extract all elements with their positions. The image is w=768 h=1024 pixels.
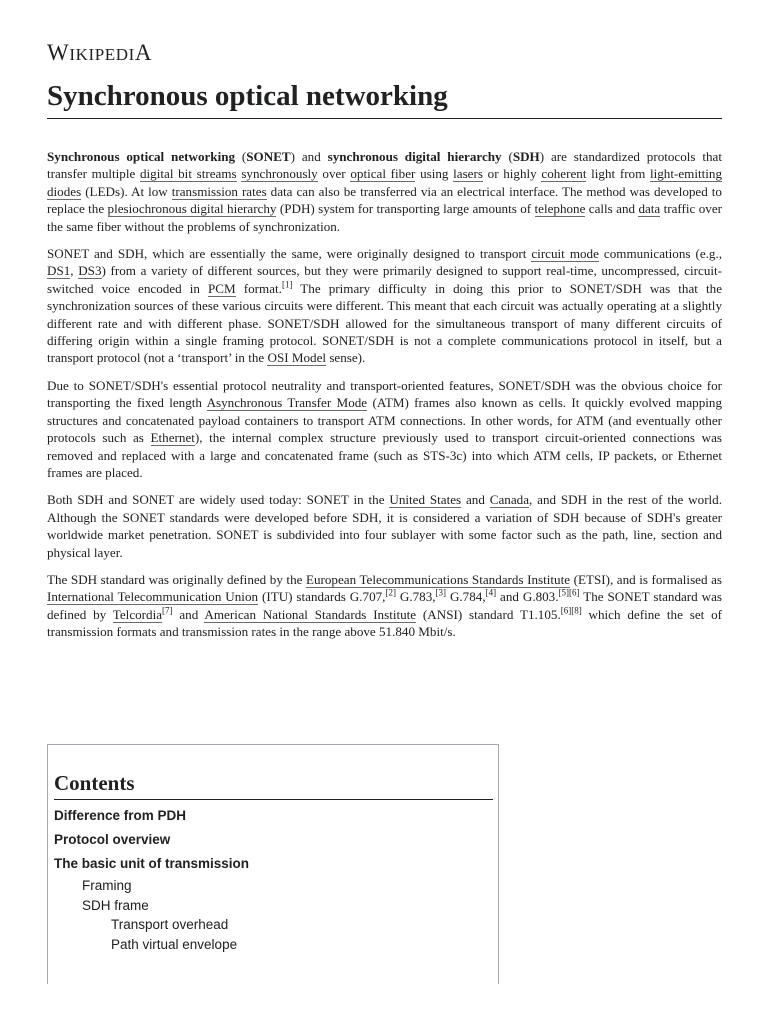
- text: data can also be transferred via an electrical interface. The method was developed to replace the: [47, 183, 722, 217]
- bold-term: SDH: [512, 149, 540, 164]
- text: The SONET standard was defined by: [47, 589, 723, 622]
- link-united-states[interactable]: United States: [389, 492, 462, 508]
- text: (ITU) standards G.707,: [258, 589, 386, 605]
- text: or highly: [482, 166, 542, 182]
- link-light-emitting-diodes[interactable]: light-emitting diodes: [47, 166, 722, 199]
- text: (ANSI) standard T1.105.: [416, 606, 561, 622]
- text: ,: [70, 263, 79, 279]
- citation-ref[interactable]: [6]: [560, 605, 572, 616]
- text: communications (e.g.,: [598, 246, 723, 262]
- link-plesiochronous-digital-hierarchy[interactable]: plesiochronous digital hierarchy: [107, 201, 277, 217]
- text: sense).: [326, 350, 366, 366]
- bold-term: Synchronous optical networking: [47, 149, 236, 164]
- citation-ref[interactable]: [6]: [569, 587, 580, 598]
- text: (: [501, 149, 513, 164]
- logo-letter: W: [47, 40, 70, 65]
- link-canada[interactable]: Canada: [489, 492, 530, 508]
- link-digital-bit-streams[interactable]: digital bit streams: [140, 166, 237, 182]
- link-optical-fiber[interactable]: optical fiber: [350, 166, 416, 182]
- link-lasers[interactable]: lasers: [453, 166, 483, 182]
- text: G.784,: [446, 589, 486, 605]
- toc-item-difference-from-pdh[interactable]: Difference from PDH: [54, 808, 187, 823]
- citation-ref[interactable]: [8]: [571, 605, 582, 616]
- text: ) and: [290, 149, 328, 164]
- link-pcm[interactable]: PCM: [208, 280, 236, 296]
- toc-item-basic-unit-of-transmission[interactable]: The basic unit of transmission: [54, 856, 250, 871]
- toc-title: Contents: [54, 769, 493, 800]
- wikipedia-logo[interactable]: [47, 40, 152, 66]
- citation-ref[interactable]: [5]: [558, 587, 570, 598]
- text: SONET and SDH, which are essentially the same, were originally designed to transport: [47, 246, 532, 262]
- table-of-contents: [47, 744, 499, 984]
- text: over: [317, 166, 351, 182]
- text: which define the set of transmission formats and transmission rates in the range above 51.840 Mbit/s.: [47, 606, 723, 640]
- text: and G.803.: [496, 589, 559, 605]
- bold-term: synchronous digital hierarchy: [327, 149, 502, 164]
- text: traffic over the same fiber without the problems of synchronization.: [47, 201, 723, 234]
- text: ), the internal complex structure previously used to transport circuit-oriented connections was removed and replaced with a large and concatenated frame (such as STS-3c) into which ATM cells, IP packets, or Ethernet frames are placed.: [47, 430, 722, 480]
- text: The primary difficulty in doing this prior to SONET/SDH was that the synchronization sources of these various circuits were different. This meant that each circuit was actually operating at a slightly different rate and with different phase. SONET/SDH allowed for the simultaneous transport of many different circuits of differing origin within a single framing protocol. SONET/SDH is not a complete communications protocol in itself, but a transport protocol (not a ‘transport’ in the: [47, 280, 723, 366]
- citation-ref[interactable]: [7]: [162, 605, 173, 616]
- text: (PDH) system for transporting large amounts of: [276, 201, 535, 217]
- text: and: [172, 606, 205, 622]
- article-body: [47, 148, 722, 651]
- link-circuit-mode[interactable]: circuit mode: [531, 246, 599, 262]
- citation-ref[interactable]: [1]: [281, 279, 293, 290]
- logo-letters: IKIPEDI: [69, 45, 135, 64]
- toc-item-framing[interactable]: Framing: [82, 878, 132, 893]
- text: (ATM) frames also known as cells. It quickly evolved mapping structures and concatenated payload containers to transport ATM connections. In other words, for ATM (and eventually other protocols such as: [47, 395, 722, 446]
- paragraph-usage: [47, 491, 722, 561]
- link-ds1[interactable]: DS1: [47, 263, 71, 279]
- citation-ref[interactable]: [3]: [435, 587, 447, 598]
- link-synchronously[interactable]: synchronously: [241, 166, 318, 182]
- link-telephone[interactable]: telephone: [534, 201, 586, 217]
- text: , and SDH in the rest of the world. Although the SONET standards were developed before SDH, it is considered a variation of SDH because of SDH's greater worldwide market penetration. SONET is subdivided into four sublayer with some factor such as the path, line, section and physical layer.: [47, 492, 723, 560]
- text: (LEDs). At low: [81, 183, 172, 199]
- bold-term: SONET: [246, 149, 291, 164]
- citation-ref[interactable]: [2]: [385, 587, 396, 598]
- text: Both SDH and SONET are widely used today: SONET in the: [47, 492, 390, 508]
- paragraph-atm: [47, 377, 722, 481]
- link-itu[interactable]: International Telecommunication Union: [47, 589, 259, 605]
- text: and: [461, 492, 490, 508]
- text: ) from a variety of different sources, but they were primarily designed to support real-time, uncompressed, circuit-switched voice encoded in: [47, 263, 722, 296]
- page-title: Synchronous optical networking: [47, 78, 722, 119]
- link-data[interactable]: data: [638, 201, 661, 217]
- toc-list: [54, 804, 493, 954]
- link-ethernet[interactable]: Ethernet: [150, 430, 195, 446]
- text: G.783,: [395, 589, 436, 605]
- text: Due to SONET/SDH's essential protocol neutrality and transport-oriented features, SONET/SDH was the obvious choice for transporting the fixed length: [47, 377, 722, 411]
- toc-item-transport-overhead[interactable]: Transport overhead: [111, 917, 229, 932]
- text: ) are standardized protocols that transfer multiple: [47, 149, 722, 182]
- paragraph-intro: [47, 148, 722, 235]
- paragraph-history: [47, 245, 722, 367]
- link-ds3[interactable]: DS3: [78, 263, 102, 279]
- text: format.: [235, 280, 282, 296]
- citation-ref[interactable]: [4]: [485, 587, 497, 598]
- text: (ETSI), and is formalised as: [570, 571, 722, 587]
- text: using: [415, 166, 454, 182]
- toc-item-sdh-frame[interactable]: SDH frame: [82, 897, 149, 913]
- link-asynchronous-transfer-mode[interactable]: Asynchronous Transfer Mode: [206, 395, 368, 411]
- logo-letter: A: [134, 40, 153, 65]
- link-ansi[interactable]: American National Standards Institute: [204, 606, 417, 622]
- link-coherent[interactable]: coherent: [541, 166, 587, 182]
- text: (: [235, 149, 247, 164]
- toc-item-path-virtual-envelope[interactable]: Path virtual envelope: [111, 936, 238, 952]
- link-telcordia[interactable]: Telcordia: [112, 606, 163, 622]
- text: calls and: [585, 201, 639, 217]
- link-etsi[interactable]: European Telecommunications Standards Institute: [305, 571, 571, 587]
- paragraph-standards: [47, 571, 722, 641]
- toc-item-protocol-overview[interactable]: Protocol overview: [54, 832, 171, 847]
- text: light from: [586, 166, 650, 182]
- link-transmission-rates[interactable]: transmission rates: [171, 183, 267, 199]
- link-osi-model[interactable]: OSI Model: [267, 350, 327, 366]
- text: The SDH standard was originally defined by the: [47, 571, 306, 587]
